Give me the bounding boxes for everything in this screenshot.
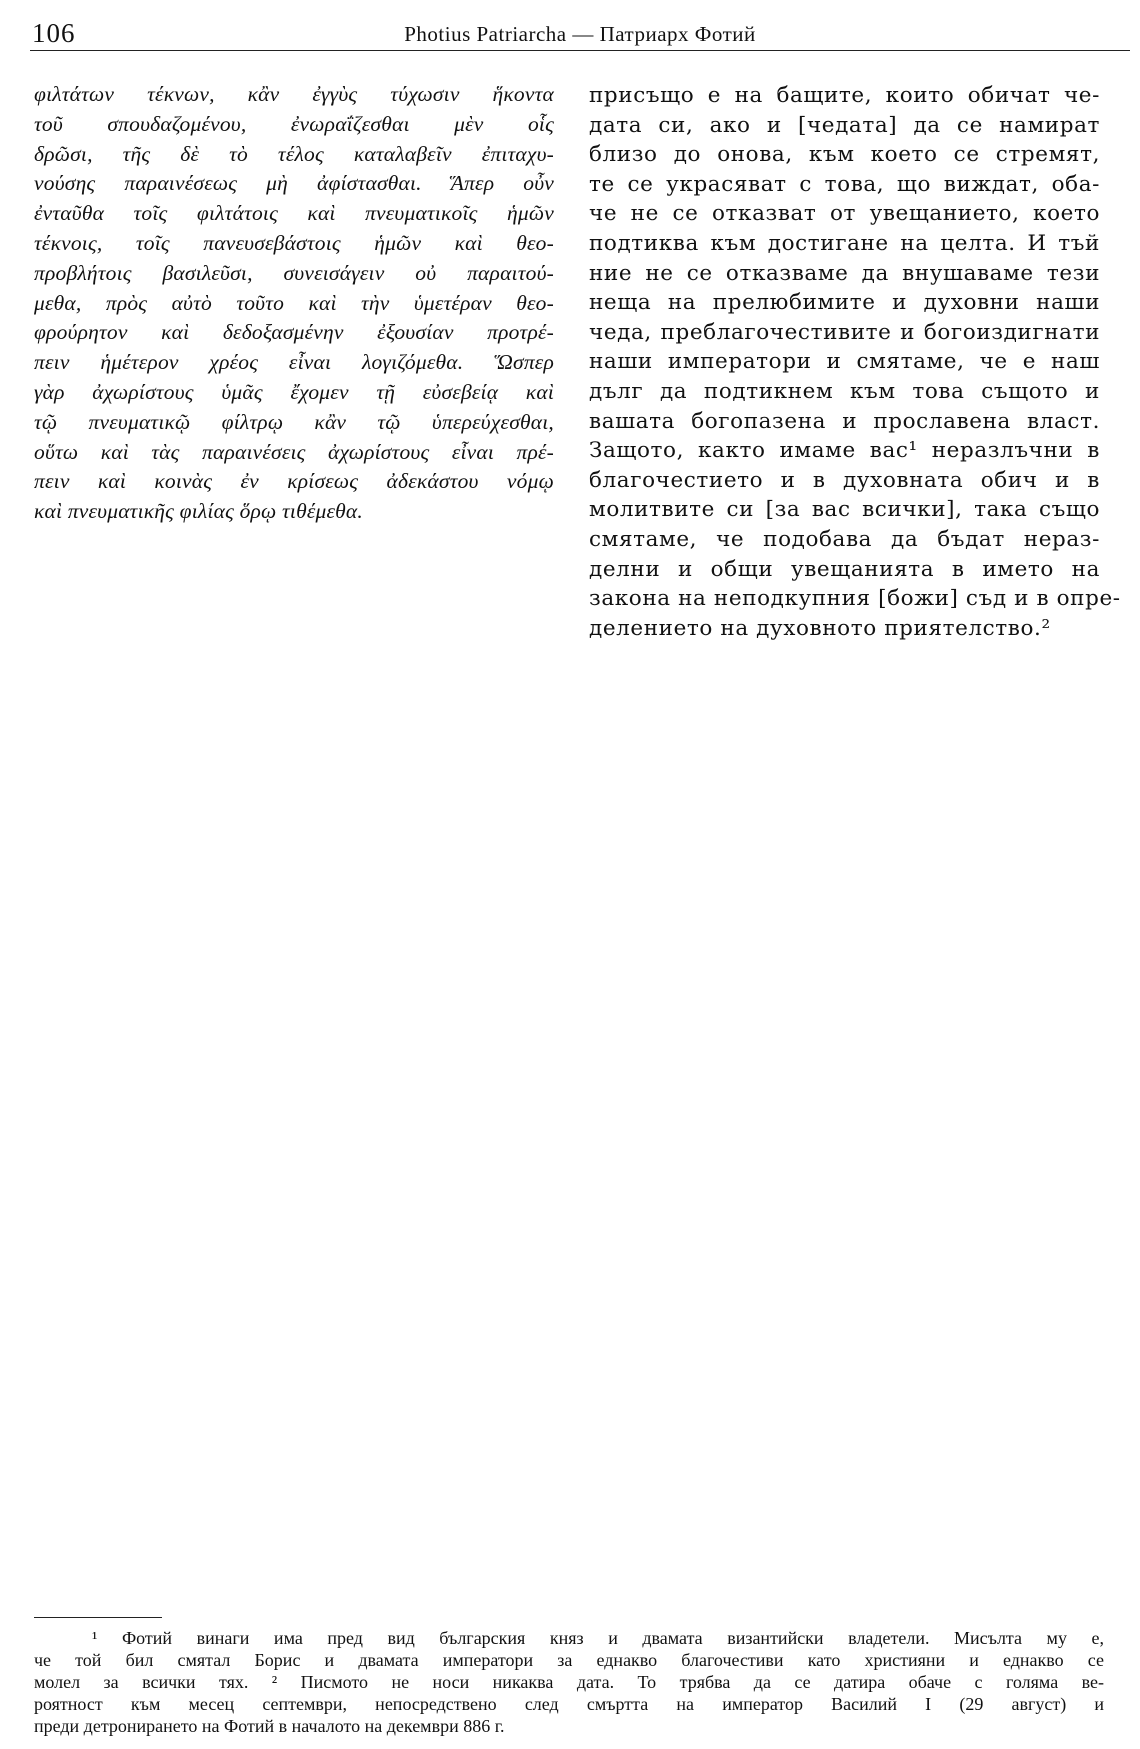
bulgarian-line: чеда, преблагочестивите и богоиздигнати (589, 319, 1100, 345)
bulgarian-line: подтиква към достигане на целта. И тъй (589, 230, 1100, 256)
greek-line: μεθα, πρὸς αὐτὸ τοῦτο καὶ τὴν ὑμετέραν θεο- (34, 290, 554, 315)
bulgarian-line: делението на духовното приятелство.² (589, 615, 1051, 641)
greek-line: τοῦ σπουδαζομένου, ἐνωραΐζεσθαι μὲν οἷς (34, 111, 554, 136)
bulgarian-line: наши императори и смятаме, че е наш (589, 349, 1100, 375)
greek-line: δρῶσι, τῆς δὲ τὸ τέλος καταλαβεῖν ἐπιταχυ- (34, 141, 554, 166)
bulgarian-line: Защото, както имаме вас¹ неразлъчни в (589, 438, 1100, 464)
bulgarian-line: ние не се отказваме да внушаваме тези (589, 260, 1100, 286)
bulgarian-line: дата си, ако и [чедата] да се намират (589, 112, 1100, 138)
footnote-line: ¹ Фотий винаги има пред вид българския княз и двамата византийски владетели. Мисълта му е, (92, 1628, 1104, 1648)
greek-line: τῷ πνευματικῷ φίλτρῳ κἂν τῷ ὑπερεύχεσθαι, (34, 409, 554, 434)
footnote-divider (34, 1617, 162, 1618)
greek-line: γὰρ ἀχωρίστους ὑμᾶς ἔχομεν τῇ εὐσεβείᾳ καὶ (34, 379, 554, 404)
footnote-line: че той бил смятал Борис и двамата императори за еднакво благочестиви като християни и еднакво се (34, 1650, 1104, 1670)
footnotes (34, 1627, 1104, 1737)
bulgarian-line: че не се отказват от увещанието, което (589, 201, 1100, 227)
bulgarian-line: неща на прелюбимите и духовни наши (589, 290, 1100, 316)
bulgarian-line: присъщо е на бащите, които обичат че- (589, 83, 1100, 108)
greek-line: οὕτω καὶ τὰς παραινέσεις ἀχωρίστους εἶναι πρέ- (34, 439, 554, 464)
bulgarian-line: молитвите си [за вас всички], така също (589, 497, 1100, 523)
greek-line: προβλήτοις βασιλεῦσι, συνεισάγειν οὐ παραιτού- (34, 260, 554, 285)
footnote-line: роятност към месец септември, непосредствено след смъртта на император Василий I (29 август) и (34, 1694, 1104, 1714)
greek-line: νούσης παραινέσεως μὴ ἀφίστασθαι. Ἅπερ οὖν (34, 171, 554, 196)
greek-text-column (34, 80, 554, 527)
running-title: Photius Patriarcha — Патриарх Фотий (404, 22, 756, 46)
bulgarian-line: делни и общи увещанията в името на (589, 556, 1100, 582)
page-number: 106 (32, 18, 76, 48)
greek-line: φιλτάτων τέκνων, κἂν ἐγγὺς τύχωσιν ἥκοντα (34, 82, 554, 106)
greek-line: πειν καὶ κοινὰς ἐν κρίσεως ἀδεκάστου νόμῳ (34, 469, 554, 494)
bulgarian-line: закона на неподкупния [божи] съд и в опре- (589, 586, 1121, 612)
bulgarian-text-column (589, 81, 1121, 643)
bulgarian-line: дълг да подтикнем към това същото и (589, 378, 1100, 404)
bulgarian-line: вашата богопазена и прославена власт. (589, 408, 1100, 434)
bulgarian-line: смятаме, че подобава да бъдат нераз- (589, 526, 1100, 552)
greek-line: φρούρητον καὶ δεδοξασμένην ἐξουσίαν προτρέ- (34, 320, 554, 345)
greek-line: καὶ πνευματικῆς φιλίας ὅρῳ τιθέμεθα. (34, 499, 363, 524)
bulgarian-line: близо до онова, към което се стремят, (589, 142, 1100, 168)
greek-line: πειν ἡμέτερον χρέος εἶναι λογιζόμεθα. Ὥσπερ (34, 350, 554, 375)
running-header (30, 14, 1130, 51)
greek-line: ἐνταῦθα τοῖς φιλτάτοις καὶ πνευματικοῖς ἡμῶν (34, 201, 554, 226)
footnote-line: преди детронирането на Фотий в началото на декември 886 г. (34, 1716, 505, 1736)
footnote-line: молел за всички тях. ² Писмото не носи никаква дата. То трябва да се датира обаче с голяма ве- (34, 1672, 1104, 1692)
bulgarian-line: благочестието и в духовната обич и в (589, 467, 1100, 493)
bulgarian-line: те се украсяват с това, що виждат, оба- (589, 171, 1100, 197)
greek-line: τέκνοις, τοῖς πανευσεβάστοις ἡμῶν καὶ θεο- (34, 230, 554, 255)
